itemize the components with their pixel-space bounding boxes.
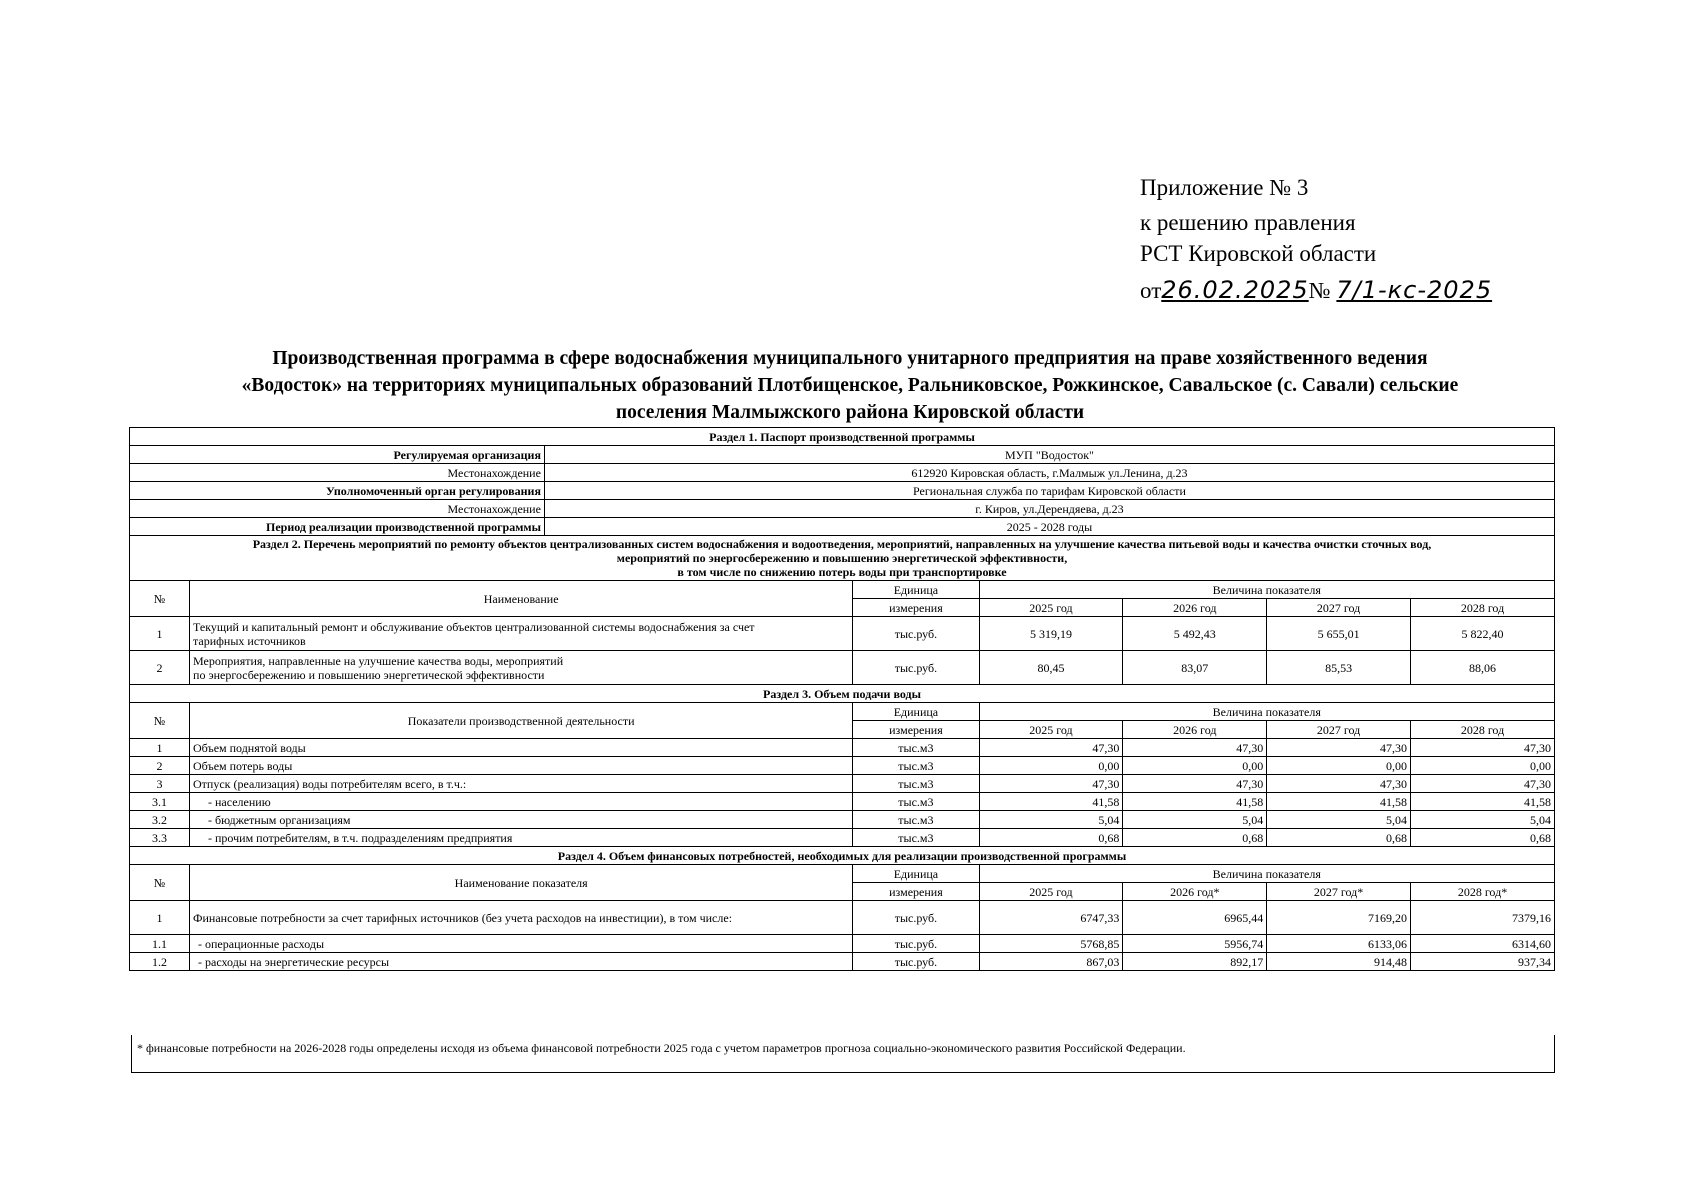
row-num: 3.1 [130,793,190,811]
row-value: 7379,16 [1411,901,1555,935]
section-4-header-cell [130,847,1555,865]
row-name-l2: тарифных источников [193,633,306,648]
row-value: 0,68 [1411,829,1555,847]
row-num: 3.2 [130,811,190,829]
passport-value: Региональная служба по тарифам Кировской области [544,482,1554,500]
row-value: 47,30 [979,775,1123,793]
row-value: 6314,60 [1411,935,1555,953]
row-name: - прочим потребителям, в т.ч. подразделениям предприятия [190,829,853,847]
row-value: 41,58 [1123,793,1267,811]
row-value: 5 319,19 [979,617,1123,651]
header-num: № [130,703,190,739]
row-value: 47,30 [1267,739,1411,757]
volume-row [130,775,1555,793]
row-unit: тыс.м3 [853,811,979,829]
header-year: 2027 год [1267,721,1411,739]
header-year: 2025 год [979,721,1123,739]
header-year: 2027 год [1267,599,1411,617]
passport-row [130,464,1555,482]
row-name [190,651,853,685]
row-value: 5 655,01 [1267,617,1411,651]
row-num: 1 [130,901,190,935]
row-num: 3 [130,775,190,793]
row-unit: тыс.м3 [853,829,979,847]
row-value: 937,34 [1411,953,1555,971]
row-value: 88,06 [1411,651,1555,685]
header-unit-2: измерения [853,721,979,739]
row-name: - населению [190,793,853,811]
row-name: Отпуск (реализация) воды потребителям всего, в т.ч.: [190,775,853,793]
header-unit: Единица [853,865,979,883]
row-num: 1 [130,739,190,757]
row-name: - расходы на энергетические ресурсы [190,953,853,971]
header-value-group: Величина показателя [979,703,1554,721]
annex-date-line [1140,275,1492,306]
annex-number: Приложение № 3 [1140,175,1309,200]
row-value: 5,04 [1411,811,1555,829]
passport-row [130,518,1555,536]
row-name: - бюджетным организациям [190,811,853,829]
row-value: 41,58 [979,793,1123,811]
header-year: 2026 год* [1123,883,1267,901]
row-value: 5,04 [979,811,1123,829]
passport-label: Регулируемая организация [130,446,545,464]
volume-row [130,811,1555,829]
row-value: 7169,20 [1267,901,1411,935]
section-3-title: Раздел 3. Объем подачи воды [763,686,921,701]
header-year: 2026 год [1123,721,1267,739]
section-2-title-l3: в том числе по снижению потерь воды при транспортировке [677,565,1007,579]
measure-row [130,651,1555,685]
finance-row [130,935,1555,953]
passport-value: 2025 - 2028 годы [544,518,1554,536]
row-value: 47,30 [1411,775,1555,793]
row-value: 5768,85 [979,935,1123,953]
row-name-l1: Мероприятия, направленные на улучшение качества воды, мероприятий [193,653,564,668]
section-2-title-l1: Раздел 2. Перечень мероприятий по ремонту объектов централизованных систем водоснабжения и водоотведения, мероприятий, направленных на улучшение качества питьевой воды и качества очистки сточных вод, [252,537,1432,551]
header-value-group: Величина показателя [979,581,1554,599]
row-value: 41,58 [1411,793,1555,811]
section-2-header-cell [130,536,1555,581]
row-value: 0,00 [1411,757,1555,775]
row-value: 0,00 [1123,757,1267,775]
row-num: 2 [130,757,190,775]
row-value: 47,30 [1123,739,1267,757]
header-value-group: Величина показателя [979,865,1554,883]
row-value: 5,04 [1267,811,1411,829]
column-header-row [130,865,1555,883]
row-value: 0,68 [1267,829,1411,847]
row-num: 1.1 [130,935,190,953]
handwritten-date: 26.02.2025 [1161,276,1309,304]
row-value: 0,68 [979,829,1123,847]
header-num: № [130,581,190,617]
header-year: 2028 год [1411,599,1555,617]
row-num: 2 [130,651,190,685]
title-line-1: Производственная программа в сфере водоснабжения муниципального унитарного предприятия на праве хозяйственного ведения [272,348,1428,369]
header-unit-2: измерения [853,883,979,901]
column-header-row [130,581,1555,599]
row-value: 0,68 [1123,829,1267,847]
header-name: Наименование [190,581,853,617]
passport-row [130,482,1555,500]
row-value: 892,17 [1123,953,1267,971]
row-value: 83,07 [1123,651,1267,685]
row-name-l2: по энергосбережению и повышению энергетической эффективности [193,667,545,682]
row-value: 47,30 [1123,775,1267,793]
row-value: 867,03 [979,953,1123,971]
header-year: 2025 год [979,599,1123,617]
volume-row [130,757,1555,775]
annex-line-authority: РСТ Кировской области [1140,241,1377,266]
finance-row [130,953,1555,971]
title-line-2: «Водосток» на территориях муниципальных образований Плотбищенское, Ральниковское, Рожкинское, Савальское (с. Савали) сельские [241,375,1459,396]
row-unit: тыс.м3 [853,775,979,793]
handwritten-number: 7/1-кс-2025 [1336,276,1493,304]
section-3-header-cell [130,685,1555,703]
footnote: * финансовые потребности на 2026-2028 годы определены исходя из объема финансовой потребности 2025 года с учетом параметров прогноза социально-экономического развития Российской Федерации. [131,1035,1555,1073]
header-unit-2: измерения [853,599,979,617]
row-unit: тыс.м3 [853,739,979,757]
header-unit: Единица [853,581,979,599]
passport-row [130,500,1555,518]
row-value: 5 822,40 [1411,617,1555,651]
section-2-title-l2: мероприятий по энергосбережению и повышению энергетической эффективности, [616,551,1068,565]
row-unit: тыс.м3 [853,757,979,775]
row-value: 6747,33 [979,901,1123,935]
header-year: 2026 год [1123,599,1267,617]
header-year: 2028 год* [1411,883,1555,901]
row-value: 41,58 [1267,793,1411,811]
row-value: 5956,74 [1123,935,1267,953]
row-value: 47,30 [1267,775,1411,793]
date-prefix: от [1140,278,1162,303]
row-value: 80,45 [979,651,1123,685]
table-body [130,428,1555,971]
row-unit: тыс.руб. [853,651,979,685]
row-value: 914,48 [1267,953,1411,971]
measure-row [130,617,1555,651]
section-3-header [130,685,1555,703]
passport-label: Период реализации производственной программы [130,518,545,536]
section-1-header [130,428,1555,446]
volume-row [130,829,1555,847]
row-value: 5 492,43 [1123,617,1267,651]
row-value: 47,30 [1411,739,1555,757]
passport-value: МУП "Водосток" [544,446,1554,464]
row-value: 47,30 [979,739,1123,757]
row-num: 3.3 [130,829,190,847]
row-num: 1 [130,617,190,651]
header-name: Наименование показателя [190,865,853,901]
volume-row [130,793,1555,811]
production-program-table [129,427,1555,971]
header-year: 2028 год [1411,721,1555,739]
passport-label: Местонахождение [130,464,545,482]
title-line-3: поселения Малмыжского района Кировской области [615,402,1085,423]
row-unit: тыс.руб. [853,953,979,971]
passport-row [130,446,1555,464]
header-year: 2027 год* [1267,883,1411,901]
row-name: Объем поднятой воды [190,739,853,757]
row-name-l1: Текущий и капитальный ремонт и обслуживание объектов централизованной системы водоснабжения за счет [193,619,755,634]
row-unit: тыс.м3 [853,793,979,811]
row-unit: тыс.руб. [853,617,979,651]
row-name: Объем потерь воды [190,757,853,775]
row-name: Финансовые потребности за счет тарифных источников (без учета расходов на инвестиции), в том числе: [190,901,853,935]
section-4-title: Раздел 4. Объем финансовых потребностей, необходимых для реализации производственной программы [557,848,1127,863]
row-name: - операционные расходы [190,935,853,953]
header-name: Показатели производственной деятельности [190,703,853,739]
row-value: 0,00 [979,757,1123,775]
section-2-header [130,536,1555,581]
row-value: 5,04 [1123,811,1267,829]
row-unit: тыс.руб. [853,935,979,953]
annex-line-decision: к решению правления [1140,210,1356,235]
passport-label: Местонахождение [130,500,545,518]
section-4-header [130,847,1555,865]
row-value: 6133,06 [1267,935,1411,953]
header-num: № [130,865,190,901]
passport-value: г. Киров, ул.Дерендяева, д.23 [544,500,1554,518]
passport-label: Уполномоченный орган регулирования [130,482,545,500]
header-unit: Единица [853,703,979,721]
row-value: 6965,44 [1123,901,1267,935]
number-prefix: № [1308,278,1331,303]
row-value: 85,53 [1267,651,1411,685]
passport-value: 612920 Кировская область, г.Малмыж ул.Ленина, д.23 [544,464,1554,482]
document-title [140,345,1560,426]
finance-row [130,901,1555,935]
row-value: 0,00 [1267,757,1411,775]
section-1-title: Раздел 1. Паспорт производственной программы [130,428,1555,446]
row-unit: тыс.руб. [853,901,979,935]
annex-block [1140,172,1492,306]
row-name [190,617,853,651]
column-header-row [130,703,1555,721]
row-num: 1.2 [130,953,190,971]
volume-row [130,739,1555,757]
header-year: 2025 год [979,883,1123,901]
